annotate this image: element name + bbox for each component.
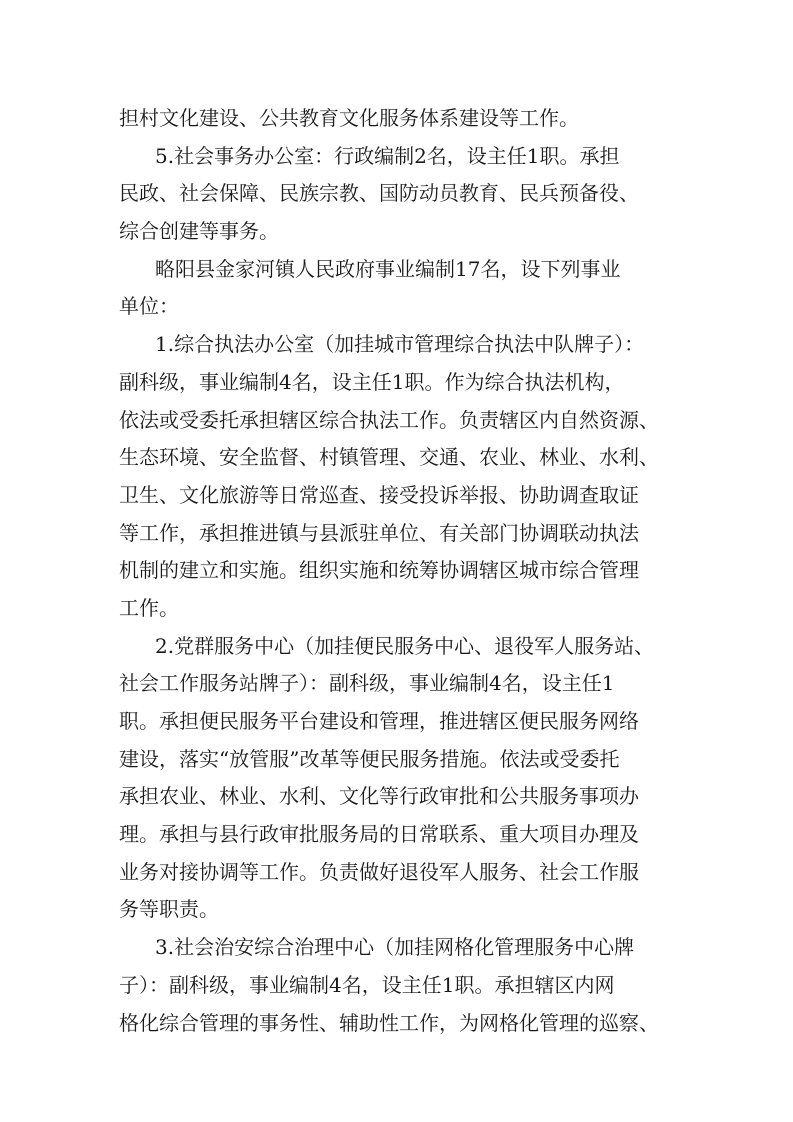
text-line: 机制的建立和实施。组织实施和统筹协调辖区城市综合管理: [119, 558, 639, 583]
text-line: 综合创建等事务。: [119, 219, 279, 244]
text-line: 子）：副科级，事业编制4名，设主任1职。承担辖区内网: [119, 972, 615, 997]
text-line: 格化综合管理的事务性、辅助性工作，为网格化管理的巡察、: [119, 1010, 659, 1035]
text-line: 承担农业、林业、水利、文化等行政审批和公共服务事项办: [119, 784, 639, 809]
text-line: 略阳县金家河镇人民政府事业编制17名，设下列事业: [155, 256, 621, 281]
text-line: 务等职责。: [119, 897, 219, 922]
text-line: 建设，落实“放管服”改革等便民服务措施。依法或受委托: [119, 746, 620, 771]
text-line: 业务对接协调等工作。负责做好退役军人服务、社会工作服: [119, 859, 639, 884]
text-line: 单位：: [119, 294, 179, 319]
text-line: 卫生、文化旅游等日常巡查、接受投诉举报、协助调查取证: [119, 482, 639, 507]
text-line: 理。承担与县行政审批服务局的日常联系、重大项目办理及: [119, 822, 639, 847]
text-line: 3.社会治安综合治理中心（加挂网格化管理服务中心牌: [155, 935, 635, 960]
text-line: 工作。: [119, 595, 179, 620]
text-line: 生态环境、安全监督、村镇管理、交通、农业、林业、水利、: [119, 445, 659, 470]
text-line: 担村文化建设、公共教育文化服务体系建设等工作。: [119, 106, 579, 130]
text-line: 职。承担便民服务平台建设和管理，推进辖区便民服务网络: [119, 709, 639, 733]
text-line: 社会工作服务站牌子）：副科级，事业编制4名，设主任1: [119, 671, 615, 696]
text-line: 依法或受委托承担辖区综合执法工作。负责辖区内自然资源、: [119, 407, 659, 432]
text-line: 5.社会事务办公室：行政编制2名，设主任1职。承担: [155, 143, 620, 168]
text-line: 2.党群服务中心（加挂便民服务中心、退役军人服务站、: [155, 633, 655, 658]
text-line: 民政、社会保障、民族宗教、国防动员教育、民兵预备役、: [119, 181, 639, 206]
text-line: 副科级，事业编制4名，设主任1职。作为综合执法机构，: [119, 369, 625, 394]
document-body: [119, 100, 679, 1042]
text-line: 1.综合执法办公室（加挂城市管理综合执法中队牌子）：: [155, 332, 645, 357]
text-line: 等工作，承担推进镇与县派驻单位、有关部门协调联动执法: [119, 520, 639, 545]
